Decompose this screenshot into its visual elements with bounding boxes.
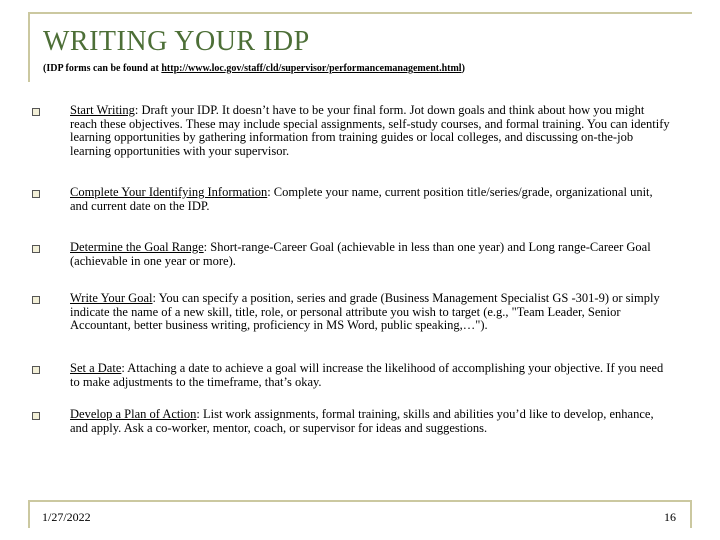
bullet-square-icon [32, 190, 40, 198]
footer-date: 1/27/2022 [42, 510, 91, 524]
bullet-square-icon [32, 366, 40, 374]
frame-bottom-left-tick [28, 500, 30, 528]
bullet-square-icon [32, 296, 40, 304]
bullet-square-icon [32, 108, 40, 116]
bullet-lead: Develop a Plan of Action [70, 407, 197, 421]
frame-bottom-right-tick [690, 500, 692, 528]
bullet-lead: Set a Date [70, 361, 122, 375]
bullet-text: : Short-range-Career Goal (achievable in less than one year) and Long range-Career Goal (achievable in one year or more). [70, 240, 651, 268]
bullet-item [30, 241, 670, 292]
subtitle-prefix: (IDP forms can be found at [43, 63, 162, 74]
bullet-item [30, 186, 670, 241]
bullet-text: : List work assignments, formal training, skills and abilities you’d like to develop, enhance, and apply. Ask a co-worker, mentor, coach, or supervisor for ideas and suggestions. [70, 407, 654, 435]
bullet-lead: Write Your Goal [70, 291, 153, 305]
bullet-lead: Determine the Goal Range [70, 240, 204, 254]
idp-forms-link[interactable]: http://www.loc.gov/staff/cld/supervisor/performancemanagement.html [161, 63, 462, 74]
bullet-text: : Attaching a date to achieve a goal will increase the likelihood of accomplishing your objective. If you need to make adjustments to the timeframe, that’s okay. [70, 361, 664, 389]
bullet-text: : You can specify a position, series and grade (Business Management Specialist GS -301-9) or simply indicate the name of a new skill, title, role, or personal attribute you wish to target (e.g., "Team Leader, Senior Accountant, better business writing, proficiency in MS Word, public speaking,…"). [70, 291, 660, 332]
slide-title: WRITING YOUR IDP [43, 26, 310, 57]
frame-top-rule [28, 12, 692, 14]
bullet-item [30, 104, 670, 186]
bullet-lead: Start Writing [70, 103, 135, 117]
bullet-list [30, 104, 670, 458]
bullet-square-icon [32, 412, 40, 420]
bullet-text: : Complete your name, current position title/series/grade, organizational unit, and current date on the IDP. [70, 185, 653, 213]
bullet-item [30, 292, 670, 362]
bullet-lead: Complete Your Identifying Information [70, 185, 268, 199]
bullet-square-icon [32, 245, 40, 253]
frame-left-rule [28, 12, 30, 82]
footer-page-number: 16 [664, 510, 676, 524]
bullet-text: : Draft your IDP. It doesn’t have to be your final form. Jot down goals and think about how you might reach these objectives. These may include special assignments, self-study courses, and formal training. You can identify learning opportunities by gathering information from training guides or local colleges, and discussing on-the-job learning opportunities with your supervisor. [70, 103, 670, 158]
subtitle-suffix: ) [461, 63, 465, 74]
bullet-item [30, 362, 670, 408]
slide-subtitle [43, 63, 465, 74]
bullet-item [30, 408, 670, 458]
frame-bottom-rule [28, 500, 692, 502]
